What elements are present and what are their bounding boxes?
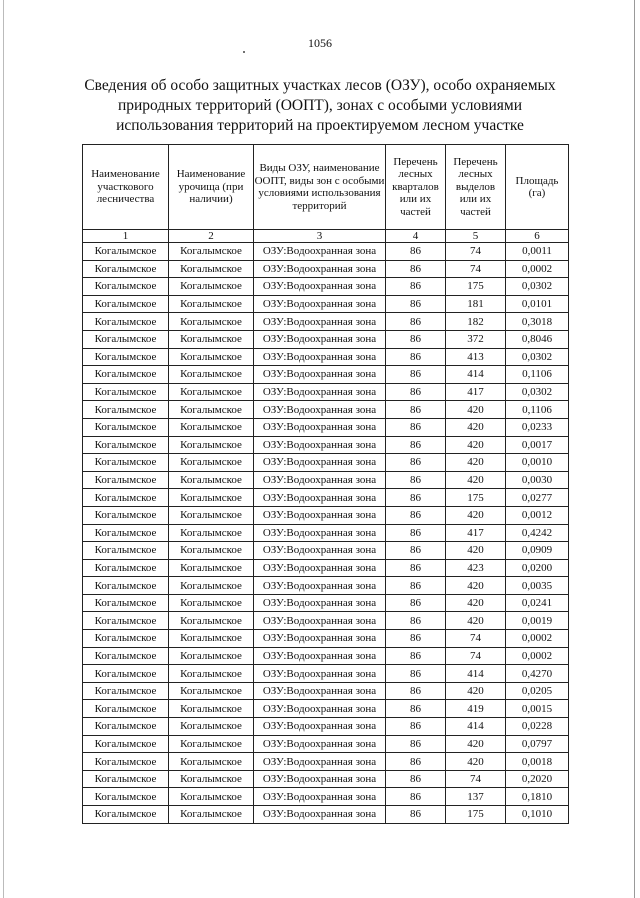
cell-zone-type: ОЗУ:Водоохранная зона [254, 524, 386, 542]
table-row [83, 630, 569, 648]
table-row [83, 542, 569, 560]
table-row [83, 770, 569, 788]
table-body [83, 243, 569, 824]
table-row [83, 418, 569, 436]
cell-zone-type: ОЗУ:Водоохранная зона [254, 630, 386, 648]
cell-tract: Когалымское [169, 471, 254, 489]
cell-plot: 420 [446, 735, 506, 753]
cell-forestry: Когалымское [83, 753, 169, 771]
column-number: 1 [83, 230, 169, 243]
cell-zone-type: ОЗУ:Водоохранная зона [254, 735, 386, 753]
scan-speck [243, 51, 245, 53]
cell-zone-type: ОЗУ:Водоохранная зона [254, 770, 386, 788]
cell-tract: Когалымское [169, 418, 254, 436]
cell-forestry: Когалымское [83, 612, 169, 630]
cell-forestry: Когалымское [83, 647, 169, 665]
cell-plot: 175 [446, 278, 506, 296]
cell-plot: 420 [446, 418, 506, 436]
table-row [83, 313, 569, 331]
cell-plot: 420 [446, 753, 506, 771]
title-line: природных территорий (ООПТ), зонах с особыми условиями [117, 97, 523, 114]
table-row [83, 489, 569, 507]
cell-zone-type: ОЗУ:Водоохранная зона [254, 366, 386, 384]
cell-quarter: 86 [386, 454, 446, 472]
cell-area: 0,0019 [506, 612, 569, 630]
cell-zone-type: ОЗУ:Водоохранная зона [254, 612, 386, 630]
cell-forestry: Когалымское [83, 348, 169, 366]
cell-tract: Когалымское [169, 665, 254, 683]
table-row [83, 665, 569, 683]
cell-zone-type: ОЗУ:Водоохранная зона [254, 647, 386, 665]
cell-quarter: 86 [386, 366, 446, 384]
cell-plot: 175 [446, 489, 506, 507]
column-number: 6 [506, 230, 569, 243]
cell-forestry: Когалымское [83, 700, 169, 718]
cell-quarter: 86 [386, 630, 446, 648]
cell-zone-type: ОЗУ:Водоохранная зона [254, 753, 386, 771]
cell-tract: Когалымское [169, 348, 254, 366]
cell-tract: Когалымское [169, 454, 254, 472]
cell-plot: 414 [446, 665, 506, 683]
cell-tract: Когалымское [169, 700, 254, 718]
cell-area: 0,8046 [506, 330, 569, 348]
cell-zone-type: ОЗУ:Водоохранная зона [254, 260, 386, 278]
cell-quarter: 86 [386, 383, 446, 401]
header-forestry: Наименование участкового лесничества [83, 145, 169, 230]
cell-forestry: Когалымское [83, 278, 169, 296]
cell-zone-type: ОЗУ:Водоохранная зона [254, 454, 386, 472]
cell-tract: Когалымское [169, 788, 254, 806]
forest-zones-table [82, 144, 569, 824]
table-row [83, 806, 569, 824]
cell-tract: Когалымское [169, 330, 254, 348]
cell-forestry: Когалымское [83, 806, 169, 824]
cell-tract: Когалымское [169, 612, 254, 630]
cell-forestry: Когалымское [83, 718, 169, 736]
cell-tract: Когалымское [169, 630, 254, 648]
cell-tract: Когалымское [169, 243, 254, 261]
cell-plot: 137 [446, 788, 506, 806]
cell-tract: Когалымское [169, 559, 254, 577]
cell-zone-type: ОЗУ:Водоохранная зона [254, 489, 386, 507]
cell-area: 0,0205 [506, 682, 569, 700]
table-row [83, 243, 569, 261]
header-quarters: Перечень лесных кварталов или их частей [386, 145, 446, 230]
cell-forestry: Когалымское [83, 630, 169, 648]
cell-zone-type: ОЗУ:Водоохранная зона [254, 718, 386, 736]
cell-area: 0,0302 [506, 278, 569, 296]
table-row [83, 506, 569, 524]
scan-edge-right [634, 0, 635, 898]
cell-area: 0,4270 [506, 665, 569, 683]
cell-quarter: 86 [386, 348, 446, 366]
cell-forestry: Когалымское [83, 295, 169, 313]
cell-quarter: 86 [386, 559, 446, 577]
cell-forestry: Когалымское [83, 559, 169, 577]
cell-plot: 420 [446, 506, 506, 524]
cell-plot: 414 [446, 366, 506, 384]
table-row [83, 647, 569, 665]
cell-area: 0,1106 [506, 401, 569, 419]
cell-area: 0,0035 [506, 577, 569, 595]
cell-tract: Когалымское [169, 753, 254, 771]
scan-edge-left [3, 0, 4, 898]
cell-tract: Когалымское [169, 682, 254, 700]
cell-quarter: 86 [386, 577, 446, 595]
table-row [83, 612, 569, 630]
cell-forestry: Когалымское [83, 418, 169, 436]
page-number: 1056 [308, 36, 332, 50]
cell-area: 0,0015 [506, 700, 569, 718]
cell-plot: 413 [446, 348, 506, 366]
table-row [83, 700, 569, 718]
header-area: Площадь (га) [506, 145, 569, 230]
cell-quarter: 86 [386, 330, 446, 348]
cell-area: 0,0018 [506, 753, 569, 771]
table-row [83, 401, 569, 419]
cell-forestry: Когалымское [83, 401, 169, 419]
cell-forestry: Когалымское [83, 489, 169, 507]
cell-quarter: 86 [386, 718, 446, 736]
cell-quarter: 86 [386, 243, 446, 261]
cell-zone-type: ОЗУ:Водоохранная зона [254, 559, 386, 577]
table-row [83, 559, 569, 577]
cell-tract: Когалымское [169, 735, 254, 753]
cell-zone-type: ОЗУ:Водоохранная зона [254, 700, 386, 718]
cell-tract: Когалымское [169, 506, 254, 524]
cell-area: 0,3018 [506, 313, 569, 331]
cell-forestry: Когалымское [83, 330, 169, 348]
table-row [83, 348, 569, 366]
cell-plot: 74 [446, 647, 506, 665]
cell-zone-type: ОЗУ:Водоохранная зона [254, 436, 386, 454]
cell-forestry: Когалымское [83, 454, 169, 472]
cell-forestry: Когалымское [83, 665, 169, 683]
cell-quarter: 86 [386, 260, 446, 278]
cell-area: 0,4242 [506, 524, 569, 542]
cell-zone-type: ОЗУ:Водоохранная зона [254, 471, 386, 489]
document-title [60, 76, 580, 136]
cell-area: 0,0797 [506, 735, 569, 753]
cell-plot: 419 [446, 700, 506, 718]
cell-tract: Когалымское [169, 594, 254, 612]
cell-plot: 420 [446, 542, 506, 560]
cell-quarter: 86 [386, 647, 446, 665]
cell-forestry: Когалымское [83, 436, 169, 454]
cell-area: 0,0200 [506, 559, 569, 577]
cell-zone-type: ОЗУ:Водоохранная зона [254, 401, 386, 419]
table-row [83, 436, 569, 454]
cell-area: 0,0233 [506, 418, 569, 436]
cell-quarter: 86 [386, 278, 446, 296]
cell-plot: 182 [446, 313, 506, 331]
cell-zone-type: ОЗУ:Водоохранная зона [254, 243, 386, 261]
table-row [83, 577, 569, 595]
cell-plot: 372 [446, 330, 506, 348]
cell-plot: 181 [446, 295, 506, 313]
cell-plot: 74 [446, 770, 506, 788]
cell-zone-type: ОЗУ:Водоохранная зона [254, 665, 386, 683]
header-tract: Наименование урочища (при наличии) [169, 145, 254, 230]
cell-forestry: Когалымское [83, 366, 169, 384]
table-header-row [83, 145, 569, 230]
cell-quarter: 86 [386, 401, 446, 419]
cell-quarter: 86 [386, 612, 446, 630]
cell-quarter: 86 [386, 806, 446, 824]
cell-forestry: Когалымское [83, 735, 169, 753]
cell-plot: 423 [446, 559, 506, 577]
cell-quarter: 86 [386, 506, 446, 524]
cell-tract: Когалымское [169, 542, 254, 560]
cell-plot: 420 [446, 577, 506, 595]
cell-forestry: Когалымское [83, 577, 169, 595]
cell-area: 0,0002 [506, 630, 569, 648]
header-plots: Перечень лесных выделов или их частей [446, 145, 506, 230]
cell-forestry: Когалымское [83, 260, 169, 278]
table-row [83, 524, 569, 542]
cell-quarter: 86 [386, 753, 446, 771]
cell-tract: Когалымское [169, 366, 254, 384]
cell-area: 0,0011 [506, 243, 569, 261]
cell-zone-type: ОЗУ:Водоохранная зона [254, 594, 386, 612]
cell-area: 0,0002 [506, 260, 569, 278]
cell-area: 0,0012 [506, 506, 569, 524]
cell-area: 0,0030 [506, 471, 569, 489]
table-row [83, 366, 569, 384]
cell-plot: 420 [446, 612, 506, 630]
cell-zone-type: ОЗУ:Водоохранная зона [254, 506, 386, 524]
cell-tract: Когалымское [169, 401, 254, 419]
column-number: 3 [254, 230, 386, 243]
cell-quarter: 86 [386, 665, 446, 683]
cell-tract: Когалымское [169, 383, 254, 401]
cell-area: 0,0241 [506, 594, 569, 612]
cell-quarter: 86 [386, 295, 446, 313]
column-number: 5 [446, 230, 506, 243]
cell-area: 0,1810 [506, 788, 569, 806]
cell-plot: 175 [446, 806, 506, 824]
cell-quarter: 86 [386, 524, 446, 542]
cell-zone-type: ОЗУ:Водоохранная зона [254, 348, 386, 366]
table-row [83, 594, 569, 612]
cell-quarter: 86 [386, 436, 446, 454]
cell-forestry: Когалымское [83, 770, 169, 788]
table-row [83, 471, 569, 489]
cell-plot: 74 [446, 260, 506, 278]
cell-plot: 414 [446, 718, 506, 736]
cell-zone-type: ОЗУ:Водоохранная зона [254, 278, 386, 296]
table-row [83, 753, 569, 771]
cell-area: 0,0302 [506, 348, 569, 366]
cell-tract: Когалымское [169, 577, 254, 595]
cell-quarter: 86 [386, 735, 446, 753]
column-number: 4 [386, 230, 446, 243]
cell-quarter: 86 [386, 418, 446, 436]
cell-quarter: 86 [386, 489, 446, 507]
cell-forestry: Когалымское [83, 594, 169, 612]
cell-forestry: Когалымское [83, 471, 169, 489]
cell-tract: Когалымское [169, 313, 254, 331]
cell-forestry: Когалымское [83, 383, 169, 401]
table-row [83, 735, 569, 753]
cell-tract: Когалымское [169, 260, 254, 278]
cell-forestry: Когалымское [83, 313, 169, 331]
cell-plot: 74 [446, 243, 506, 261]
cell-area: 0,2020 [506, 770, 569, 788]
cell-tract: Когалымское [169, 647, 254, 665]
cell-zone-type: ОЗУ:Водоохранная зона [254, 806, 386, 824]
table-row [83, 278, 569, 296]
cell-tract: Когалымское [169, 770, 254, 788]
table-row [83, 383, 569, 401]
cell-zone-type: ОЗУ:Водоохранная зона [254, 330, 386, 348]
cell-plot: 417 [446, 383, 506, 401]
title-line: Сведения об особо защитных участках лесов (ОЗУ), особо охраняемых [84, 77, 556, 94]
cell-tract: Когалымское [169, 295, 254, 313]
cell-zone-type: ОЗУ:Водоохранная зона [254, 295, 386, 313]
cell-tract: Когалымское [169, 718, 254, 736]
cell-quarter: 86 [386, 471, 446, 489]
cell-forestry: Когалымское [83, 243, 169, 261]
table-row [83, 330, 569, 348]
cell-zone-type: ОЗУ:Водоохранная зона [254, 682, 386, 700]
cell-zone-type: ОЗУ:Водоохранная зона [254, 542, 386, 560]
cell-area: 0,0909 [506, 542, 569, 560]
cell-zone-type: ОЗУ:Водоохранная зона [254, 418, 386, 436]
cell-area: 0,1010 [506, 806, 569, 824]
cell-zone-type: ОЗУ:Водоохранная зона [254, 577, 386, 595]
table-row [83, 454, 569, 472]
cell-zone-type: ОЗУ:Водоохранная зона [254, 788, 386, 806]
cell-forestry: Когалымское [83, 542, 169, 560]
cell-forestry: Когалымское [83, 682, 169, 700]
cell-tract: Когалымское [169, 489, 254, 507]
table-row [83, 295, 569, 313]
cell-quarter: 86 [386, 313, 446, 331]
cell-plot: 74 [446, 630, 506, 648]
cell-area: 0,0302 [506, 383, 569, 401]
cell-quarter: 86 [386, 542, 446, 560]
cell-forestry: Когалымское [83, 788, 169, 806]
cell-plot: 420 [446, 436, 506, 454]
cell-plot: 420 [446, 471, 506, 489]
table-row [83, 788, 569, 806]
cell-plot: 420 [446, 401, 506, 419]
table-row [83, 682, 569, 700]
cell-quarter: 86 [386, 788, 446, 806]
cell-plot: 417 [446, 524, 506, 542]
header-zone-type: Виды ОЗУ, наименование ООПТ, виды зон с особыми условиями использования территорий [254, 145, 386, 230]
cell-tract: Когалымское [169, 806, 254, 824]
cell-quarter: 86 [386, 682, 446, 700]
cell-quarter: 86 [386, 594, 446, 612]
cell-plot: 420 [446, 454, 506, 472]
cell-quarter: 86 [386, 770, 446, 788]
cell-area: 0,0277 [506, 489, 569, 507]
cell-area: 0,0101 [506, 295, 569, 313]
table-row [83, 718, 569, 736]
title-line: использования территорий на проектируемом лесном участке [116, 117, 524, 134]
cell-area: 0,1106 [506, 366, 569, 384]
cell-zone-type: ОЗУ:Водоохранная зона [254, 313, 386, 331]
cell-tract: Когалымское [169, 278, 254, 296]
column-number: 2 [169, 230, 254, 243]
cell-plot: 420 [446, 594, 506, 612]
cell-forestry: Когалымское [83, 524, 169, 542]
cell-quarter: 86 [386, 700, 446, 718]
cell-area: 0,0002 [506, 647, 569, 665]
cell-plot: 420 [446, 682, 506, 700]
cell-area: 0,0010 [506, 454, 569, 472]
cell-area: 0,0228 [506, 718, 569, 736]
table-row [83, 260, 569, 278]
cell-tract: Когалымское [169, 524, 254, 542]
cell-zone-type: ОЗУ:Водоохранная зона [254, 383, 386, 401]
cell-area: 0,0017 [506, 436, 569, 454]
column-number-row [83, 230, 569, 243]
cell-forestry: Когалымское [83, 506, 169, 524]
cell-tract: Когалымское [169, 436, 254, 454]
